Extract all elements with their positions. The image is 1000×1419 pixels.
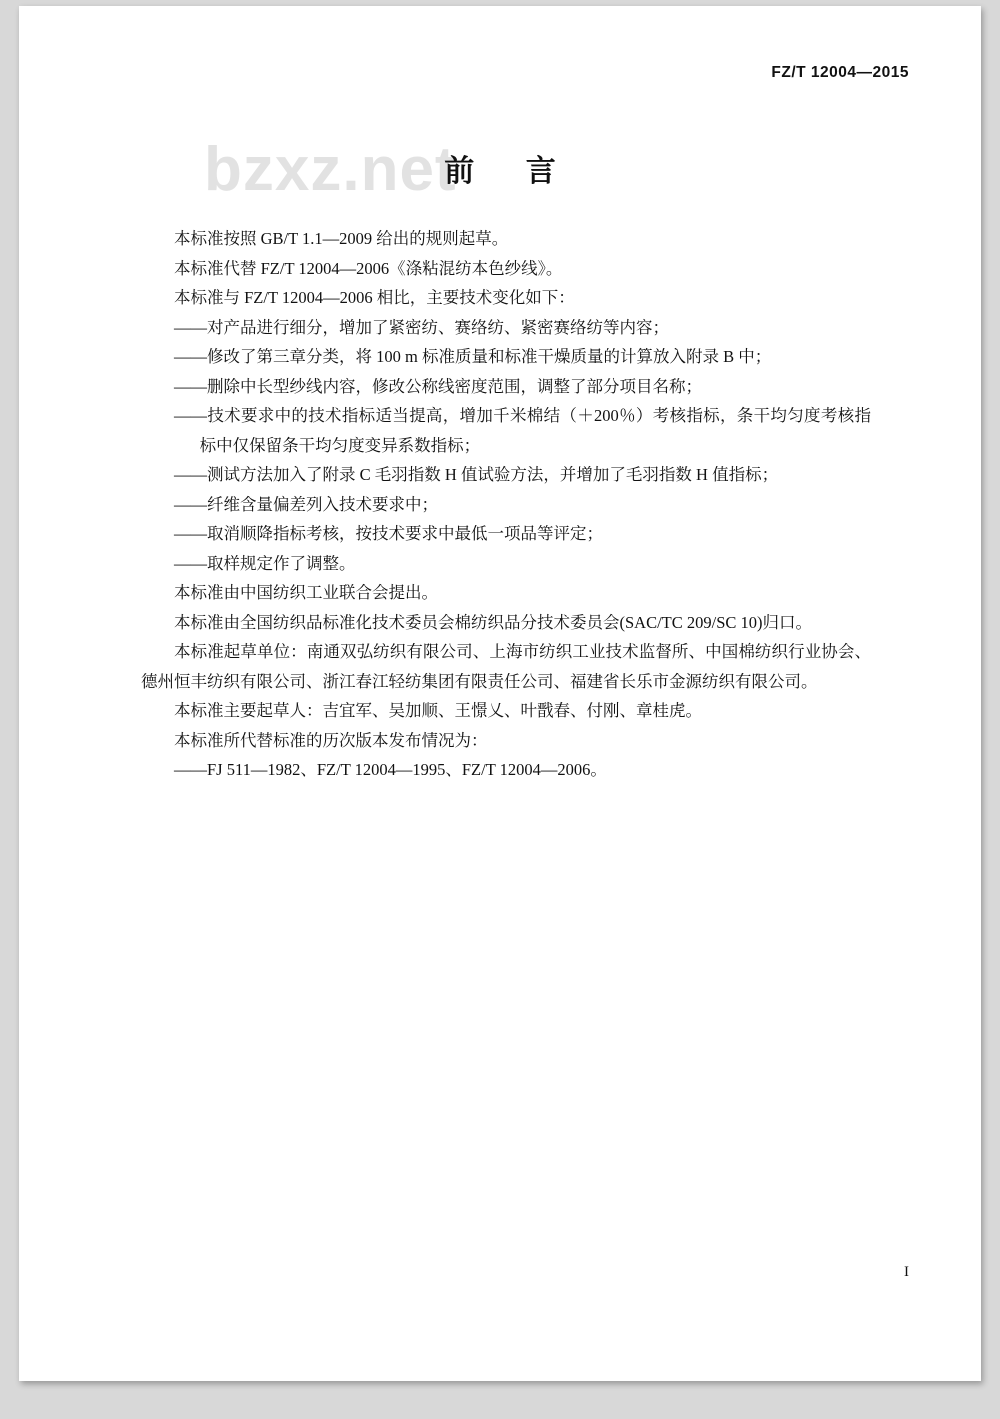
change-item: ——取样规定作了调整。 bbox=[174, 553, 356, 573]
paragraph: 本标准由中国纺织工业联合会提出。 bbox=[174, 583, 438, 602]
paragraph: 本标准由全国纺织品标准化技术委员会棉纺织品分技术委员会(SAC/TC 209/SC 10)归口。 bbox=[174, 612, 813, 632]
page-title: 前 言 bbox=[444, 155, 578, 188]
paragraph: 本标准所代替标准的历次版本发布情况为： bbox=[174, 730, 488, 750]
change-item: ——技术要求中的技术指标适当提高，增加千米棉结（＋200％）考核指标，条干均匀度考核指标中仅保留条干均匀度变异系数指标； bbox=[174, 406, 871, 455]
document-page bbox=[19, 6, 981, 1381]
paragraph: 本标准与 FZ/T 12004—2006 相比，主要技术变化如下： bbox=[174, 288, 575, 307]
change-item: ——删除中长型纱线内容，修改公称线密度范围，调整了部分项目名称； bbox=[174, 376, 702, 396]
change-item: ——对产品进行细分，增加了紧密纺、赛络纺、紧密赛络纺等内容； bbox=[174, 317, 669, 337]
paragraph: 本标准主要起草人：吉宜军、吴加顺、王憬乂、叶戬春、付刚、章桂虎。 bbox=[174, 701, 702, 720]
document-body bbox=[141, 224, 871, 785]
change-item: ——修改了第三章分类，将 100 m 标准质量和标准干燥质量的计算放入附录 B 中； bbox=[174, 347, 772, 366]
change-item: ——纤维含量偏差列入技术要求中； bbox=[174, 494, 438, 514]
paragraph: 本标准起草单位：南通双弘纺织有限公司、上海市纺织工业技术监督所、中国棉纺织行业协会、德州恒丰纺织有限公司、浙江春江轻纺集团有限责任公司、福建省长乐市金源纺织有限公司。 bbox=[141, 642, 871, 691]
change-item: ——测试方法加入了附录 C 毛羽指数 H 值试验方法，并增加了毛羽指数 H 值指标； bbox=[174, 465, 779, 484]
paragraph: 本标准按照 GB/T 1.1—2009 给出的规则起草。 bbox=[174, 229, 509, 248]
watermark-text: bzxz.net bbox=[204, 135, 457, 204]
page-number: I bbox=[904, 1264, 909, 1280]
change-item: ——取消顺降指标考核，按技术要求中最低一项品等评定； bbox=[174, 524, 603, 543]
page-header-standard-number: FZ/T 12004—2015 bbox=[771, 64, 909, 81]
paragraph: 本标准代替 FZ/T 12004—2006《涤粘混纺本色纱线》。 bbox=[174, 258, 563, 278]
history-item: ——FJ 511—1982、FZ/T 12004—1995、FZ/T 12004—2006。 bbox=[174, 760, 607, 779]
